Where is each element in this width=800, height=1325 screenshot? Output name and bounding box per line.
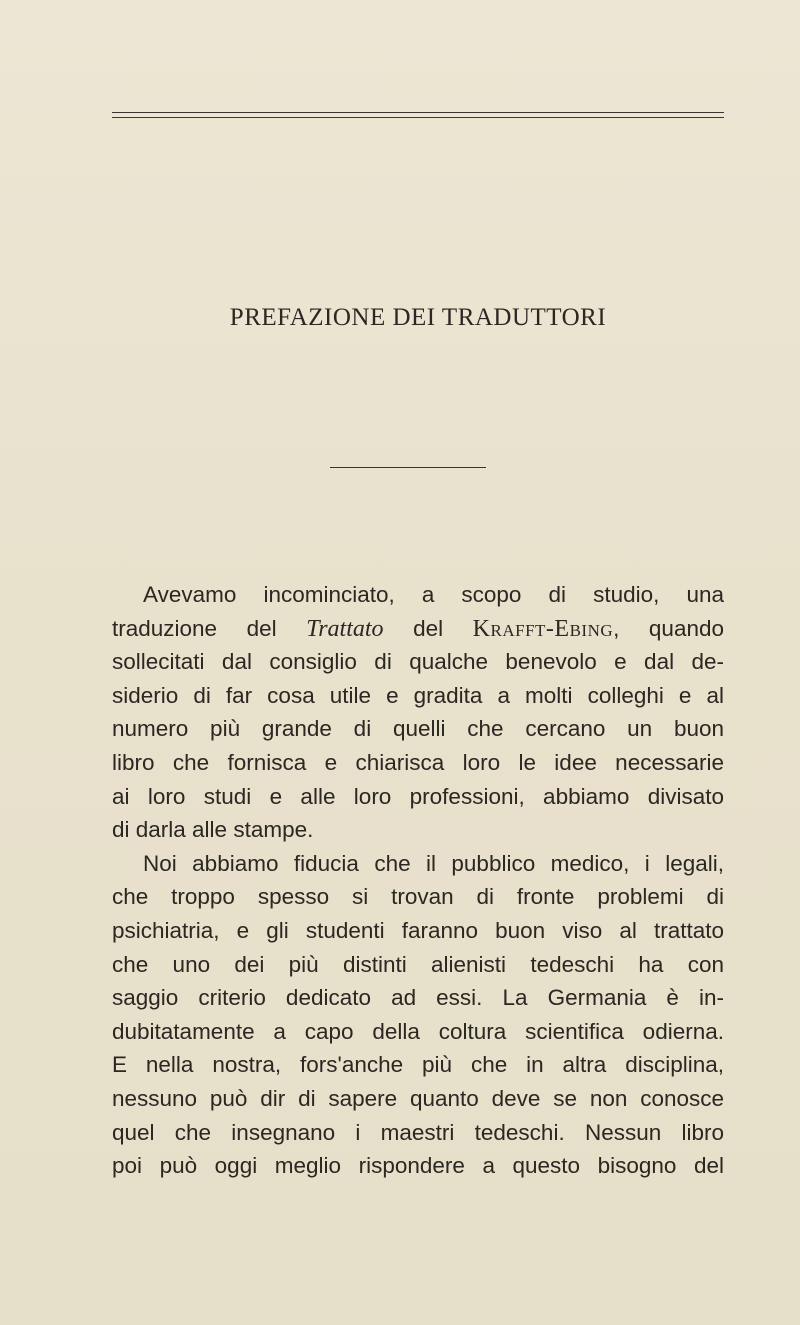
text-line: poi può oggi meglio rispondere a questo bisogno del [112,1153,724,1179]
text-line: che troppo spesso si trovan di fronte problemi di [112,884,724,910]
text-line: sollecitati dal consiglio di qualche benevolo e dal de- [112,649,724,675]
title-separator-rule [330,467,486,468]
text-line: numero più grande di quelli che cercano un buon [112,716,724,742]
page-title: PREFAZIONE DEI TRADUTTORI [229,304,607,331]
text-segment: traduzione del [112,615,307,641]
text-line: Avevamo incominciato, a scopo di studio, una [143,582,724,607]
text-line [112,612,724,646]
text-line: ai loro studi e alle loro professioni, abbiamo divisato [112,783,724,809]
text-line: Noi abbiamo fiducia che il pubblico medico, i legali, [143,850,724,876]
text-line: dubitatamente a capo della coltura scientifica odierna. [112,1018,724,1044]
text-segment-smallcaps: Krafft-Ebing [472,615,614,642]
text-line: E nella nostra, fors'anche più che in altra disciplina, [112,1052,724,1078]
text-line: che uno dei più distinti alienisti tedeschi ha con [112,951,724,977]
text-line: nessuno può dir di sapere quanto deve se non conosce [112,1085,724,1111]
text-segment: del [383,615,473,641]
header-double-rule [112,112,724,118]
text-line: saggio criterio dedicato ad essi. La Germania è in- [112,985,724,1011]
text-line: siderio di far cosa utile e gradita a molti colleghi e al [112,682,724,708]
text-segment: , quando [613,615,724,641]
text-segment-italic: Trattato [306,615,384,642]
text-line: libro che fornisca e chiarisca loro le idee necessarie [112,749,724,775]
text-line: di darla alle stampe. [112,817,314,843]
body-text [112,578,724,1183]
text-line: quel che insegnano i maestri tedeschi. Nessun libro [112,1119,724,1145]
text-line: psichiatria, e gli studenti faranno buon viso al trattato [112,917,724,943]
